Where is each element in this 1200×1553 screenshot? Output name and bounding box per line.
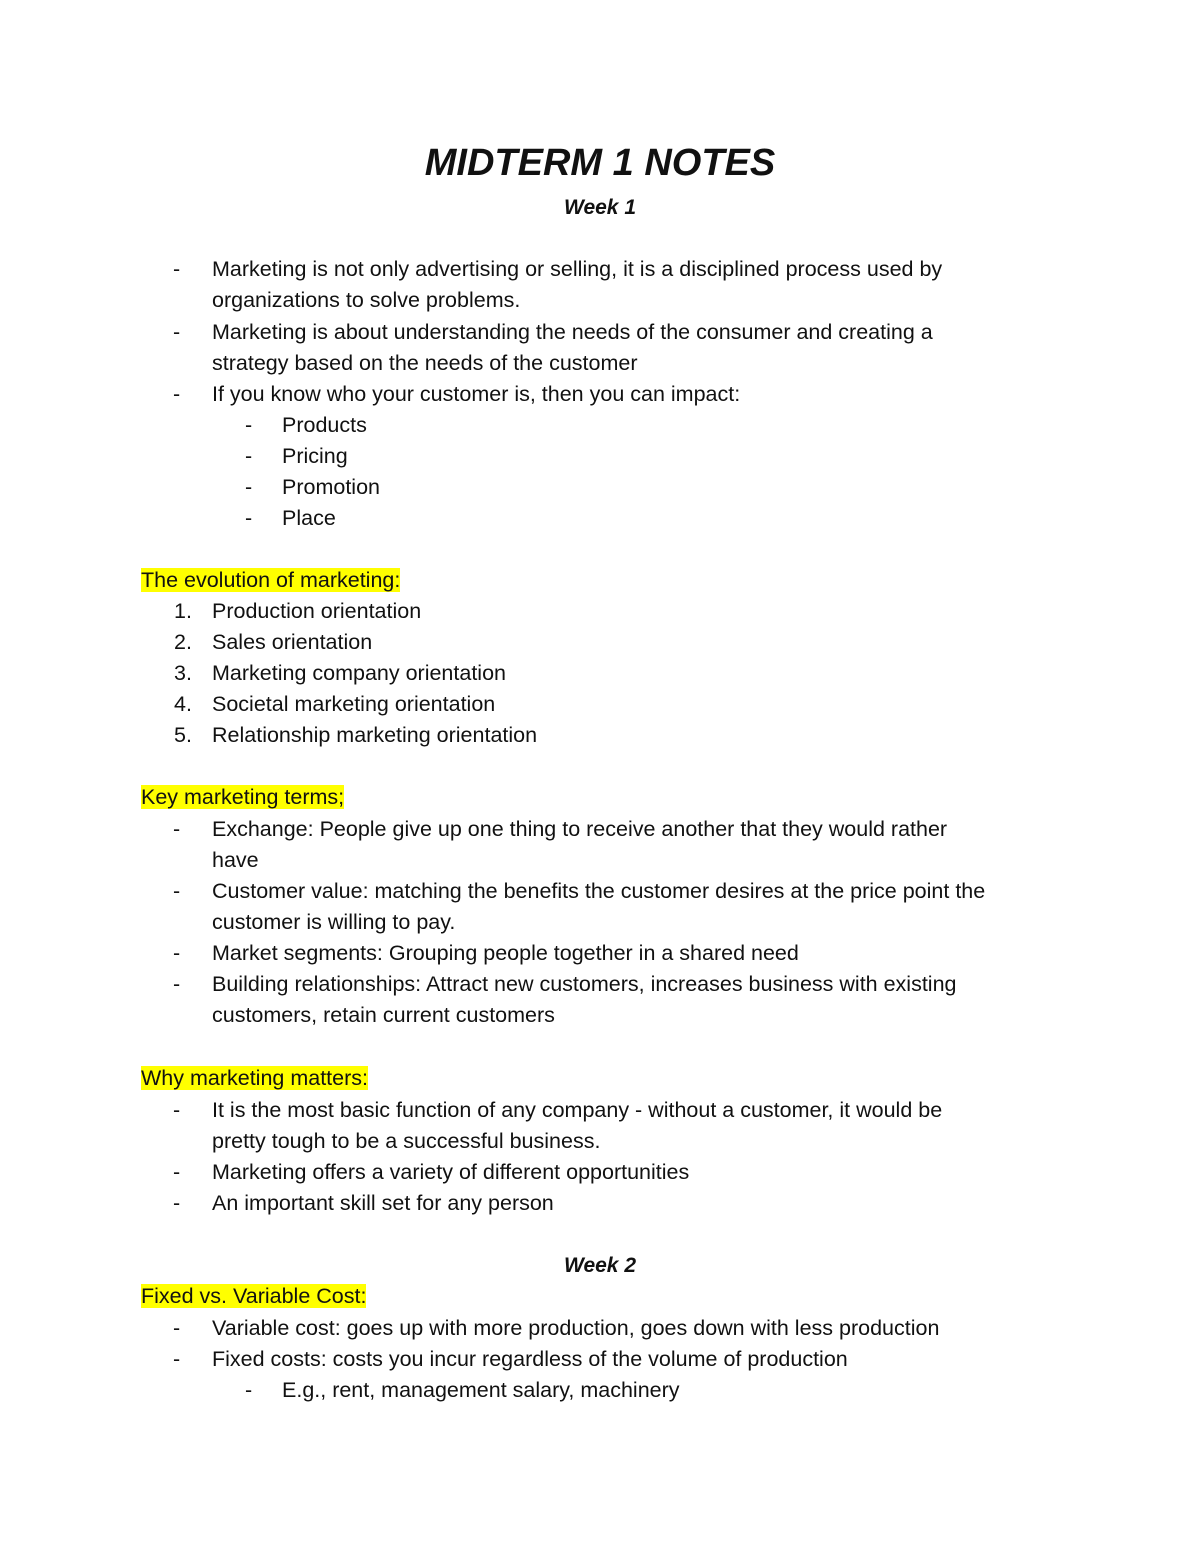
list-item-line: have [212,848,259,872]
list-item-line: pretty tough to be a successful business. [212,1129,601,1153]
bullet-marker: - [173,257,181,281]
sub-list-item: Promotion [282,475,380,499]
highlighted-heading-text: The evolution of marketing: [141,568,401,592]
sub-list-item: E.g., rent, management salary, machinery [282,1378,680,1402]
sub-list-item: Products [282,413,367,437]
numbered-item: Sales orientation [212,630,373,654]
bullet-marker: - [173,817,181,841]
numbered-item: Production orientation [212,599,422,623]
bullet-marker: - [173,972,181,996]
bullet-marker: - [173,1098,181,1122]
number-marker: 4. [174,692,192,716]
week-2-label: Week 2 [564,1254,636,1277]
list-item-line: Marketing offers a variety of different opportunities [212,1160,690,1184]
list-item-line: customer is willing to pay. [212,910,456,934]
numbered-item: Relationship marketing orientation [212,723,538,747]
sub-bullet-marker: - [245,413,253,437]
number-marker: 3. [174,661,192,685]
bullet-marker: - [173,1160,181,1184]
bullet-marker: - [173,1347,181,1371]
number-marker: 2. [174,630,192,654]
sub-bullet-marker: - [245,475,253,499]
section-heading-evolution [141,565,400,596]
bullet-marker: - [173,382,181,406]
numbered-item: Societal marketing orientation [212,692,496,716]
list-item-line: strategy based on the needs of the customer [212,351,638,375]
sub-list-item: Pricing [282,444,348,468]
sub-bullet-marker: - [245,444,253,468]
numbered-item: Marketing company orientation [212,661,506,685]
list-item-line: It is the most basic function of any company - without a customer, it would be [212,1098,943,1122]
list-item-line: Market segments: Grouping people together in a shared need [212,941,799,965]
highlighted-heading-text: Why marketing matters: [141,1066,368,1090]
section-heading-key-terms [141,782,344,813]
document-title: MIDTERM 1 NOTES [424,142,776,184]
highlighted-heading-text: Fixed vs. Variable Cost: [141,1284,367,1308]
list-item-line: An important skill set for any person [212,1191,554,1215]
list-item-line: Marketing is about understanding the needs of the consumer and creating a [212,320,933,344]
list-item-line: Customer value: matching the benefits the customer desires at the price point the [212,879,986,903]
section-heading-why-matters [141,1063,368,1094]
bullet-marker: - [173,879,181,903]
sub-bullet-marker: - [245,506,253,530]
list-item-line: Marketing is not only advertising or selling, it is a disciplined process used by [212,257,943,281]
number-marker: 5. [174,723,192,747]
list-item-line: Exchange: People give up one thing to receive another that they would rather [212,817,948,841]
list-item-line: Fixed costs: costs you incur regardless of the volume of production [212,1347,848,1371]
section-heading-cost [141,1281,366,1312]
number-marker: 1. [174,599,192,623]
list-item-line: organizations to solve problems. [212,288,521,312]
list-item-line: If you know who your customer is, then you can impact: [212,382,741,406]
bullet-marker: - [173,320,181,344]
week-1-label: Week 1 [564,196,636,219]
sub-list-item: Place [282,506,336,530]
list-item-line: Building relationships: Attract new customers, increases business with existing [212,972,957,996]
bullet-marker: - [173,1316,181,1340]
sub-bullet-marker: - [245,1378,253,1402]
list-item-line: Variable cost: goes up with more production, goes down with less production [212,1316,940,1340]
bullet-marker: - [173,1191,181,1215]
bullet-marker: - [173,941,181,965]
list-item-line: customers, retain current customers [212,1003,555,1027]
highlighted-heading-text: Key marketing terms; [141,785,345,809]
